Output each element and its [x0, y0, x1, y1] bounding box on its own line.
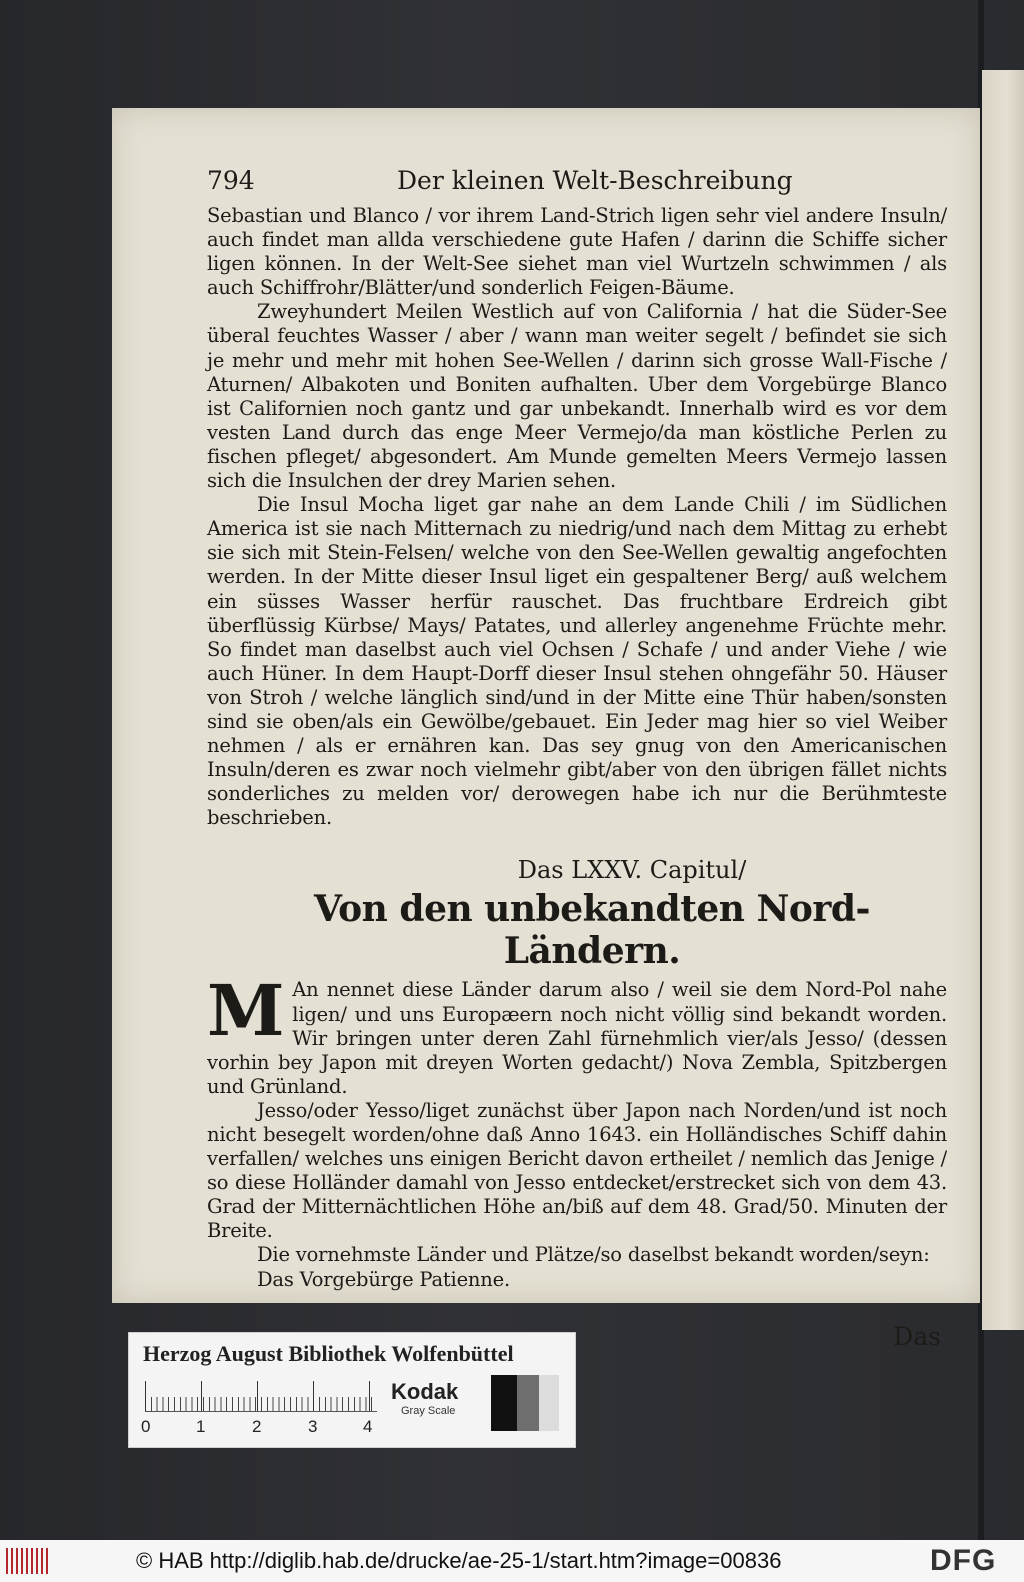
paragraph-nord-laender — [207, 969, 947, 1098]
library-name: Herzog August Bibliothek Wolfenbüttel — [143, 1341, 514, 1366]
next-page-edge — [982, 70, 1024, 1330]
ruler-tick — [145, 1381, 146, 1411]
ruler-tick — [313, 1381, 314, 1411]
paragraph-california: Zweyhundert Meilen Westlich auf von California / hat die Süder-See überal feuchtes Wasser / aber / wann man weiter segelt / befindet sie sich je mehr und mehr mit hohen See-Wellen / darinn sich grosse Wall-Fische / Aturnen/ Albakoten und Boniten aufhalten. Uber dem Vorgebürge Blanco ist Californien noch gantz und gar unbekandt. Innerhalb wird es vor dem vesten Land durch das enge Meer Vermejo/da man köstliche Perlen zu fischen pfleget/ abgesondert. Am Munde gemelten Meers Vermejo lassen sich die Insulchen der drey Marien sehen. — [207, 300, 947, 493]
dfg-logo: DFG — [930, 1544, 997, 1577]
paragraph-mocha: Die Insul Mocha liget gar nahe an dem Lande Chili / im Südlichen America ist sie nach Mitternach zu niedrig/und nach dem Mittag zu erhebt sie sich mit Stein-Felsen/ welche von den See-Wellen gewaltig angefochten werden. In der Mitte dieser Insul liget ein gespaltener Berg/ auß welchem ein süsses Wasser herfür rauschet. Das fruchtbare Erdreich gibt überflüssig Kürbse/ Mays/ Patates, und allerley angenehme Früchte mehr. So findet man daselbst auch viel Ochsen / Schafe / und ander Viehe / wie auch Hüner. In dem Haupt-Dorff dieser Insul stehen ohngefähr 50. Häuser von Stroh / welche länglich sind/und in der Mitte eine Thür haben/sonsten sind sie oben/als ein Gewölbe/gebauet. Ein Jeder mag hier so viel Weiber nehmen / als er ernähren kan. Das sey gnug von den Americanischen Insuln/deren es zwar noch vielmehr gibt/aber von den übrigen fället nichts sonderliches zu melden vor/ derowegen habe ich nur die Berühmteste beschrieben. — [207, 493, 947, 830]
line-cape-patienne: Das Vorgebürge Patienne. — [257, 1267, 510, 1291]
ruler-tick — [369, 1381, 370, 1411]
gray-patch-mid — [517, 1375, 539, 1431]
page-text-block — [207, 166, 947, 1351]
book-page — [112, 108, 980, 1351]
ruler-number: 1 — [196, 1417, 206, 1436]
paragraph-jesso: Jesso/oder Yesso/liget zunächst über Japon nach Norden/und ist noch nicht besegelt worden/ohne daß Anno 1643. ein Holländisches Schiff dahin verfallen/ welches uns einigen Bericht davon ertheilet / nemlich das Jenige / so diese Holländer damahl von Jesso entdecket/erstrecket sich von dem 43. Grad der Mitternächtlichen Höhe an/biß auf dem 48. Grad/50. Minuten der Breite. — [207, 1098, 947, 1243]
footer-bar — [0, 1540, 1024, 1582]
gray-patch-light — [539, 1375, 559, 1431]
ruler-tick — [201, 1381, 202, 1411]
ruler-tick — [257, 1381, 258, 1411]
color-target-card — [128, 1332, 576, 1448]
barcode-logo — [6, 1548, 48, 1574]
drop-cap-letter: M — [207, 969, 285, 1053]
ruler-number: 4 — [363, 1417, 373, 1436]
paragraph-nord-laender-text: An nennet diese Länder darum also / weil sie dem Nord-Pol nahe ligen/ und uns Europæern noch nicht völlig sind bekandt worden. Wir bringen unter deren Zahl fürnehmlich vier/als Jesso/ (dessen vorhin bey Japon mit dreyen Worten gedacht/) Nova Zembla, Spitzbergen und Grünland. — [207, 978, 947, 1098]
ruler-number: 3 — [308, 1417, 318, 1436]
ruler-number: 2 — [252, 1417, 262, 1436]
line-places: Die vornehmste Länder und Plätze/so daselbst bekandt worden/seyn: — [257, 1243, 930, 1267]
chapter-title: Das LXXV. Capitul/ — [517, 856, 747, 885]
running-head: Der kleinen Welt-Beschreibung — [397, 166, 793, 195]
gray-patch-black — [491, 1375, 517, 1431]
chapter-subtitle: Von den unbekandten Nord-Ländern. — [314, 888, 870, 973]
paragraph-sebastian: Sebastian und Blanco / vor ihrem Land-Strich ligen sehr viel andere Insuln/ auch findet man allda verschiedene gute Hafen / darinn die Schiffe sicher ligen können. In der Welt-See siehet man viel Wurtzeln schwimmen / als auch Schiffrohr/Blätter/und sonderlich Feigen-Bäume. — [207, 204, 947, 300]
gray-scale-label: Gray Scale — [401, 1405, 456, 1417]
kodak-logo: Kodak — [391, 1379, 459, 1404]
page-number: 794 — [207, 166, 255, 195]
copyright-url: © HAB http://diglib.hab.de/drucke/ae-25-1/start.htm?image=00836 — [136, 1548, 782, 1573]
ruler-number: 0 — [141, 1417, 151, 1436]
catchword: Das — [893, 1321, 941, 1351]
page-header — [207, 166, 947, 204]
scale-ruler — [145, 1381, 377, 1412]
